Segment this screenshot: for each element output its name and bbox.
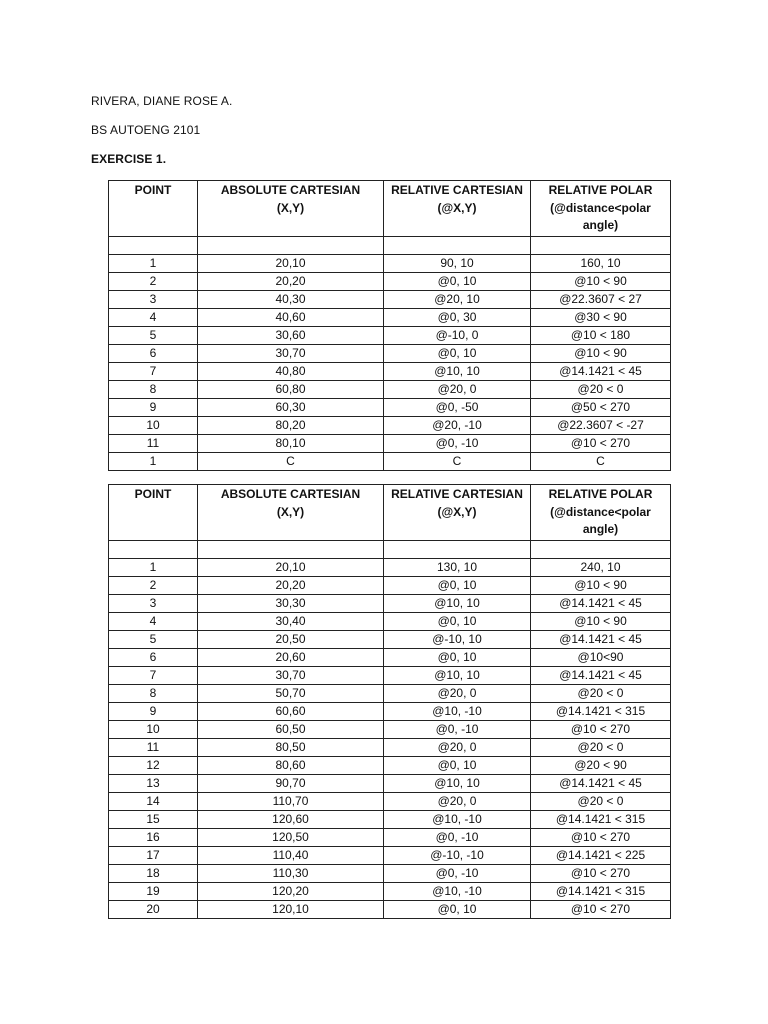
cell-relative-polar: @14.1421 < 315 bbox=[531, 703, 671, 721]
separator-cell bbox=[198, 237, 384, 255]
cell-point: 8 bbox=[109, 685, 198, 703]
cell-point: 10 bbox=[109, 721, 198, 739]
cell-relative-polar: @14.1421 < 45 bbox=[531, 631, 671, 649]
cell-point: 20 bbox=[109, 901, 198, 919]
cell-point: 9 bbox=[109, 703, 198, 721]
cell-absolute-cartesian: 90,70 bbox=[198, 775, 384, 793]
cell-relative-cartesian: @-10, 0 bbox=[384, 327, 531, 345]
cell-relative-polar: @14.1421 < 315 bbox=[531, 811, 671, 829]
cell-relative-polar: @10 < 270 bbox=[531, 865, 671, 883]
cell-relative-polar: @10<90 bbox=[531, 649, 671, 667]
cell-absolute-cartesian: 120,20 bbox=[198, 883, 384, 901]
cell-relative-cartesian: @0, -10 bbox=[384, 865, 531, 883]
cell-absolute-cartesian: 20,60 bbox=[198, 649, 384, 667]
table-header-row bbox=[109, 181, 671, 237]
coordinates-table-2 bbox=[108, 484, 671, 919]
cell-relative-polar: @10 < 180 bbox=[531, 327, 671, 345]
cell-absolute-cartesian: 110,30 bbox=[198, 865, 384, 883]
cell-absolute-cartesian: 80,10 bbox=[198, 435, 384, 453]
table-row bbox=[109, 649, 671, 667]
cell-point: 2 bbox=[109, 273, 198, 291]
cell-point: 1 bbox=[109, 559, 198, 577]
cell-relative-cartesian: 90, 10 bbox=[384, 255, 531, 273]
cell-point: 17 bbox=[109, 847, 198, 865]
header-separator bbox=[109, 237, 671, 255]
table-body bbox=[109, 237, 671, 471]
cell-point: 11 bbox=[109, 739, 198, 757]
cell-point: 7 bbox=[109, 363, 198, 381]
cell-absolute-cartesian: 110,40 bbox=[198, 847, 384, 865]
cell-relative-cartesian: @20, 0 bbox=[384, 793, 531, 811]
table-row bbox=[109, 613, 671, 631]
cell-relative-cartesian: @0, 10 bbox=[384, 757, 531, 775]
cell-point: 6 bbox=[109, 345, 198, 363]
cell-relative-polar: 240, 10 bbox=[531, 559, 671, 577]
cell-relative-polar: C bbox=[531, 453, 671, 471]
table-row bbox=[109, 793, 671, 811]
cell-point: 11 bbox=[109, 435, 198, 453]
cell-relative-cartesian: @10, -10 bbox=[384, 811, 531, 829]
cell-relative-polar: @10 < 90 bbox=[531, 273, 671, 291]
cell-relative-cartesian: @0, -10 bbox=[384, 721, 531, 739]
cell-relative-cartesian: @10, 10 bbox=[384, 667, 531, 685]
cell-relative-cartesian: @0, 10 bbox=[384, 577, 531, 595]
cell-relative-cartesian: 130, 10 bbox=[384, 559, 531, 577]
header-relative-cartesian: RELATIVE CARTESIAN (@X,Y) bbox=[384, 485, 531, 541]
separator-cell bbox=[531, 237, 671, 255]
cell-relative-polar: @30 < 90 bbox=[531, 309, 671, 327]
cell-absolute-cartesian: 30,40 bbox=[198, 613, 384, 631]
cell-relative-cartesian: @0, -10 bbox=[384, 435, 531, 453]
table-row bbox=[109, 595, 671, 613]
cell-relative-polar: 160, 10 bbox=[531, 255, 671, 273]
cell-absolute-cartesian: 20,50 bbox=[198, 631, 384, 649]
table-row bbox=[109, 309, 671, 327]
cell-absolute-cartesian: 80,20 bbox=[198, 417, 384, 435]
cell-relative-polar: @14.1421 < 45 bbox=[531, 363, 671, 381]
header-relative-polar: RELATIVE POLAR (@distance<polar angle) bbox=[531, 485, 671, 541]
cell-relative-cartesian: @20, 0 bbox=[384, 739, 531, 757]
cell-relative-cartesian: @0, 10 bbox=[384, 273, 531, 291]
cell-relative-polar: @10 < 270 bbox=[531, 435, 671, 453]
cell-point: 1 bbox=[109, 453, 198, 471]
cell-relative-polar: @10 < 270 bbox=[531, 721, 671, 739]
cell-relative-cartesian: @0, -50 bbox=[384, 399, 531, 417]
cell-relative-cartesian: @0, 10 bbox=[384, 613, 531, 631]
cell-point: 10 bbox=[109, 417, 198, 435]
table-row bbox=[109, 883, 671, 901]
cell-absolute-cartesian: 30,60 bbox=[198, 327, 384, 345]
cell-point: 4 bbox=[109, 613, 198, 631]
separator-cell bbox=[109, 541, 198, 559]
student-name: RIVERA, DIANE ROSE A. bbox=[91, 94, 233, 108]
cell-point: 16 bbox=[109, 829, 198, 847]
cell-relative-polar: @50 < 270 bbox=[531, 399, 671, 417]
cell-relative-cartesian: @-10, 10 bbox=[384, 631, 531, 649]
cell-absolute-cartesian: 80,50 bbox=[198, 739, 384, 757]
separator-cell bbox=[384, 541, 531, 559]
cell-relative-cartesian: @20, 0 bbox=[384, 381, 531, 399]
cell-relative-cartesian: @0, 10 bbox=[384, 901, 531, 919]
cell-absolute-cartesian: 30,70 bbox=[198, 667, 384, 685]
exercise-title: EXERCISE 1. bbox=[91, 152, 167, 166]
cell-point: 5 bbox=[109, 327, 198, 345]
cell-point: 5 bbox=[109, 631, 198, 649]
table-row bbox=[109, 811, 671, 829]
cell-relative-polar: @10 < 90 bbox=[531, 577, 671, 595]
header-relative-polar: RELATIVE POLAR (@distance<polar angle) bbox=[531, 181, 671, 237]
table-row bbox=[109, 345, 671, 363]
cell-absolute-cartesian: 60,30 bbox=[198, 399, 384, 417]
cell-relative-cartesian: @0, 30 bbox=[384, 309, 531, 327]
cell-point: 8 bbox=[109, 381, 198, 399]
cell-point: 2 bbox=[109, 577, 198, 595]
separator-cell bbox=[198, 541, 384, 559]
cell-relative-polar: @22.3607 < -27 bbox=[531, 417, 671, 435]
cell-absolute-cartesian: 20,20 bbox=[198, 273, 384, 291]
table-row bbox=[109, 901, 671, 919]
cell-absolute-cartesian: 40,60 bbox=[198, 309, 384, 327]
cell-point: 7 bbox=[109, 667, 198, 685]
header-absolute-cartesian: ABSOLUTE CARTESIAN (X,Y) bbox=[198, 181, 384, 237]
table-header-row bbox=[109, 485, 671, 541]
table-row bbox=[109, 865, 671, 883]
cell-point: 15 bbox=[109, 811, 198, 829]
cell-point: 6 bbox=[109, 649, 198, 667]
cell-relative-cartesian: @20, 10 bbox=[384, 291, 531, 309]
cell-point: 19 bbox=[109, 883, 198, 901]
cell-relative-cartesian: @20, 0 bbox=[384, 685, 531, 703]
table-row bbox=[109, 775, 671, 793]
cell-point: 3 bbox=[109, 595, 198, 613]
cell-relative-cartesian: @-10, -10 bbox=[384, 847, 531, 865]
cell-absolute-cartesian: 30,30 bbox=[198, 595, 384, 613]
cell-relative-cartesian: @0, 10 bbox=[384, 345, 531, 363]
separator-cell bbox=[384, 237, 531, 255]
table-row bbox=[109, 399, 671, 417]
cell-relative-polar: @14.1421 < 45 bbox=[531, 667, 671, 685]
cell-relative-polar: @20 < 0 bbox=[531, 381, 671, 399]
cell-relative-cartesian: @10, 10 bbox=[384, 363, 531, 381]
cell-absolute-cartesian: 80,60 bbox=[198, 757, 384, 775]
cell-relative-cartesian: @10, 10 bbox=[384, 775, 531, 793]
cell-absolute-cartesian: 120,50 bbox=[198, 829, 384, 847]
cell-relative-polar: @20 < 0 bbox=[531, 793, 671, 811]
table-row bbox=[109, 721, 671, 739]
table-row bbox=[109, 685, 671, 703]
table-row bbox=[109, 453, 671, 471]
cell-absolute-cartesian: C bbox=[198, 453, 384, 471]
cell-relative-polar: @14.1421 < 225 bbox=[531, 847, 671, 865]
cell-absolute-cartesian: 60,60 bbox=[198, 703, 384, 721]
header-separator bbox=[109, 541, 671, 559]
separator-cell bbox=[531, 541, 671, 559]
table-row bbox=[109, 435, 671, 453]
table-row bbox=[109, 829, 671, 847]
cell-absolute-cartesian: 110,70 bbox=[198, 793, 384, 811]
cell-relative-polar: @14.1421 < 45 bbox=[531, 595, 671, 613]
table-row bbox=[109, 847, 671, 865]
table-row bbox=[109, 255, 671, 273]
coordinates-table-1 bbox=[108, 180, 671, 471]
cell-relative-polar: @14.1421 < 45 bbox=[531, 775, 671, 793]
cell-relative-cartesian: @0, -10 bbox=[384, 829, 531, 847]
table-body bbox=[109, 541, 671, 919]
header-absolute-cartesian: ABSOLUTE CARTESIAN (X,Y) bbox=[198, 485, 384, 541]
header-point: POINT bbox=[109, 181, 198, 237]
table-row bbox=[109, 667, 671, 685]
table-row bbox=[109, 363, 671, 381]
cell-point: 1 bbox=[109, 255, 198, 273]
cell-relative-polar: @20 < 0 bbox=[531, 685, 671, 703]
cell-absolute-cartesian: 50,70 bbox=[198, 685, 384, 703]
cell-point: 18 bbox=[109, 865, 198, 883]
cell-relative-polar: @10 < 90 bbox=[531, 613, 671, 631]
cell-relative-cartesian: @10, -10 bbox=[384, 883, 531, 901]
cell-absolute-cartesian: 120,60 bbox=[198, 811, 384, 829]
cell-absolute-cartesian: 20,10 bbox=[198, 255, 384, 273]
table-row bbox=[109, 739, 671, 757]
cell-relative-cartesian: C bbox=[384, 453, 531, 471]
cell-relative-cartesian: @10, -10 bbox=[384, 703, 531, 721]
separator-cell bbox=[109, 237, 198, 255]
cell-relative-cartesian: @20, -10 bbox=[384, 417, 531, 435]
cell-relative-polar: @20 < 0 bbox=[531, 739, 671, 757]
cell-absolute-cartesian: 20,10 bbox=[198, 559, 384, 577]
cell-point: 14 bbox=[109, 793, 198, 811]
cell-relative-polar: @10 < 270 bbox=[531, 829, 671, 847]
table-row bbox=[109, 273, 671, 291]
table-row bbox=[109, 703, 671, 721]
cell-absolute-cartesian: 30,70 bbox=[198, 345, 384, 363]
header-point: POINT bbox=[109, 485, 198, 541]
cell-relative-polar: @10 < 270 bbox=[531, 901, 671, 919]
cell-absolute-cartesian: 60,50 bbox=[198, 721, 384, 739]
header-relative-cartesian: RELATIVE CARTESIAN (@X,Y) bbox=[384, 181, 531, 237]
cell-point: 4 bbox=[109, 309, 198, 327]
table-row bbox=[109, 381, 671, 399]
table-row bbox=[109, 577, 671, 595]
table-row bbox=[109, 559, 671, 577]
table-row bbox=[109, 631, 671, 649]
cell-relative-cartesian: @0, 10 bbox=[384, 649, 531, 667]
cell-absolute-cartesian: 120,10 bbox=[198, 901, 384, 919]
cell-relative-polar: @22.3607 < 27 bbox=[531, 291, 671, 309]
table-row bbox=[109, 417, 671, 435]
cell-absolute-cartesian: 40,30 bbox=[198, 291, 384, 309]
cell-point: 3 bbox=[109, 291, 198, 309]
cell-point: 12 bbox=[109, 757, 198, 775]
table-row bbox=[109, 757, 671, 775]
cell-absolute-cartesian: 60,80 bbox=[198, 381, 384, 399]
cell-point: 9 bbox=[109, 399, 198, 417]
cell-relative-cartesian: @10, 10 bbox=[384, 595, 531, 613]
cell-absolute-cartesian: 20,20 bbox=[198, 577, 384, 595]
cell-relative-polar: @14.1421 < 315 bbox=[531, 883, 671, 901]
cell-point: 13 bbox=[109, 775, 198, 793]
cell-absolute-cartesian: 40,80 bbox=[198, 363, 384, 381]
cell-relative-polar: @10 < 90 bbox=[531, 345, 671, 363]
table-row bbox=[109, 327, 671, 345]
course-code: BS AUTOENG 2101 bbox=[91, 123, 201, 137]
cell-relative-polar: @20 < 90 bbox=[531, 757, 671, 775]
table-row bbox=[109, 291, 671, 309]
